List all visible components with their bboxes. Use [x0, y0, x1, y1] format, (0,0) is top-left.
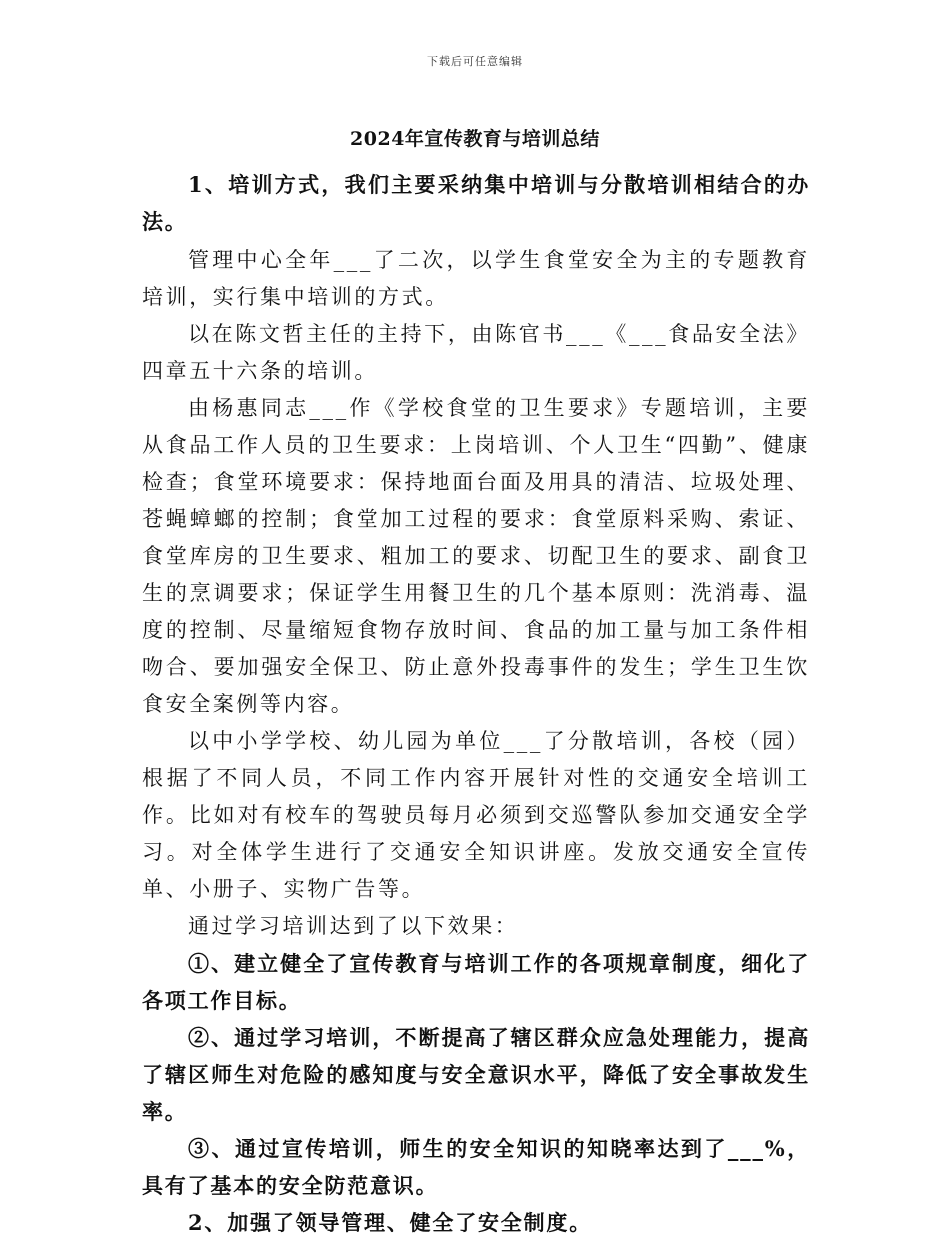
header-note: 下载后可任意编辑: [427, 55, 523, 68]
paragraph-effects-intro: 通过学习培训达到了以下效果：: [188, 914, 519, 938]
effect-item-2: ②、通过学习培训，不断提高了辖区群众应急处理能力，提高了辖区师生对危险的感知度与安全意识水平，降低了安全事故发生率。: [142, 1025, 810, 1124]
effect-item-3: ③、通过宣传培训，师生的安全知识的知晓率达到了___%，具有了基本的安全防范意识。: [142, 1136, 810, 1198]
paragraph-food-safety-law: 以在陈文哲主任的主持下，由陈官书___《___食品安全法》四章五十六条的培训。: [142, 322, 810, 383]
section-heading-leadership: 2、加强了领导管理、健全了安全制度。: [188, 1210, 593, 1235]
section-heading-training-method: 1、培训方式，我们主要采纳集中培训与分散培训相结合的办法。: [142, 172, 810, 234]
document-title: 2024年宣传教育与培训总结: [350, 128, 600, 150]
document-body: [142, 166, 810, 1241]
paragraph-traffic-safety: 以中小学学校、幼儿园为单位___了分散培训，各校（园）根据了不同人员，不同工作内容开展针对性的交通安全培训工作。比如对有校车的驾驶员每月必须到交巡警队参加交通安全学习。对全体学生进行了交通安全知识讲座。发放交通安全宣传单、小册子、实物广告等。: [142, 729, 810, 901]
effect-item-1: ①、建立健全了宣传教育与培训工作的各项规章制度，细化了各项工作目标。: [142, 951, 810, 1013]
paragraph-canteen-hygiene: 由杨惠同志___作《学校食堂的卫生要求》专题培训，主要从食品工作人员的卫生要求：上岗培训、个人卫生“四勤”、健康检查；食堂环境要求：保持地面台面及用具的清洁、垃圾处理、苍蝇蟑螂的控制；食堂加工过程的要求：食堂原料采购、索证、食堂库房的卫生要求、粗加工的要求、切配卫生的要求、副食卫生的烹调要求；保证学生用餐卫生的几个基本原则：洗消毒、温度的控制、尽量缩短食物存放时间、食品的加工量与加工条件相吻合、要加强安全保卫、防止意外投毒事件的发生；学生卫生饮食安全案例等内容。: [142, 396, 810, 716]
paragraph-centralized-training: 管理中心全年___了二次，以学生食堂安全为主的专题教育培训，实行集中培训的方式。: [142, 248, 810, 309]
